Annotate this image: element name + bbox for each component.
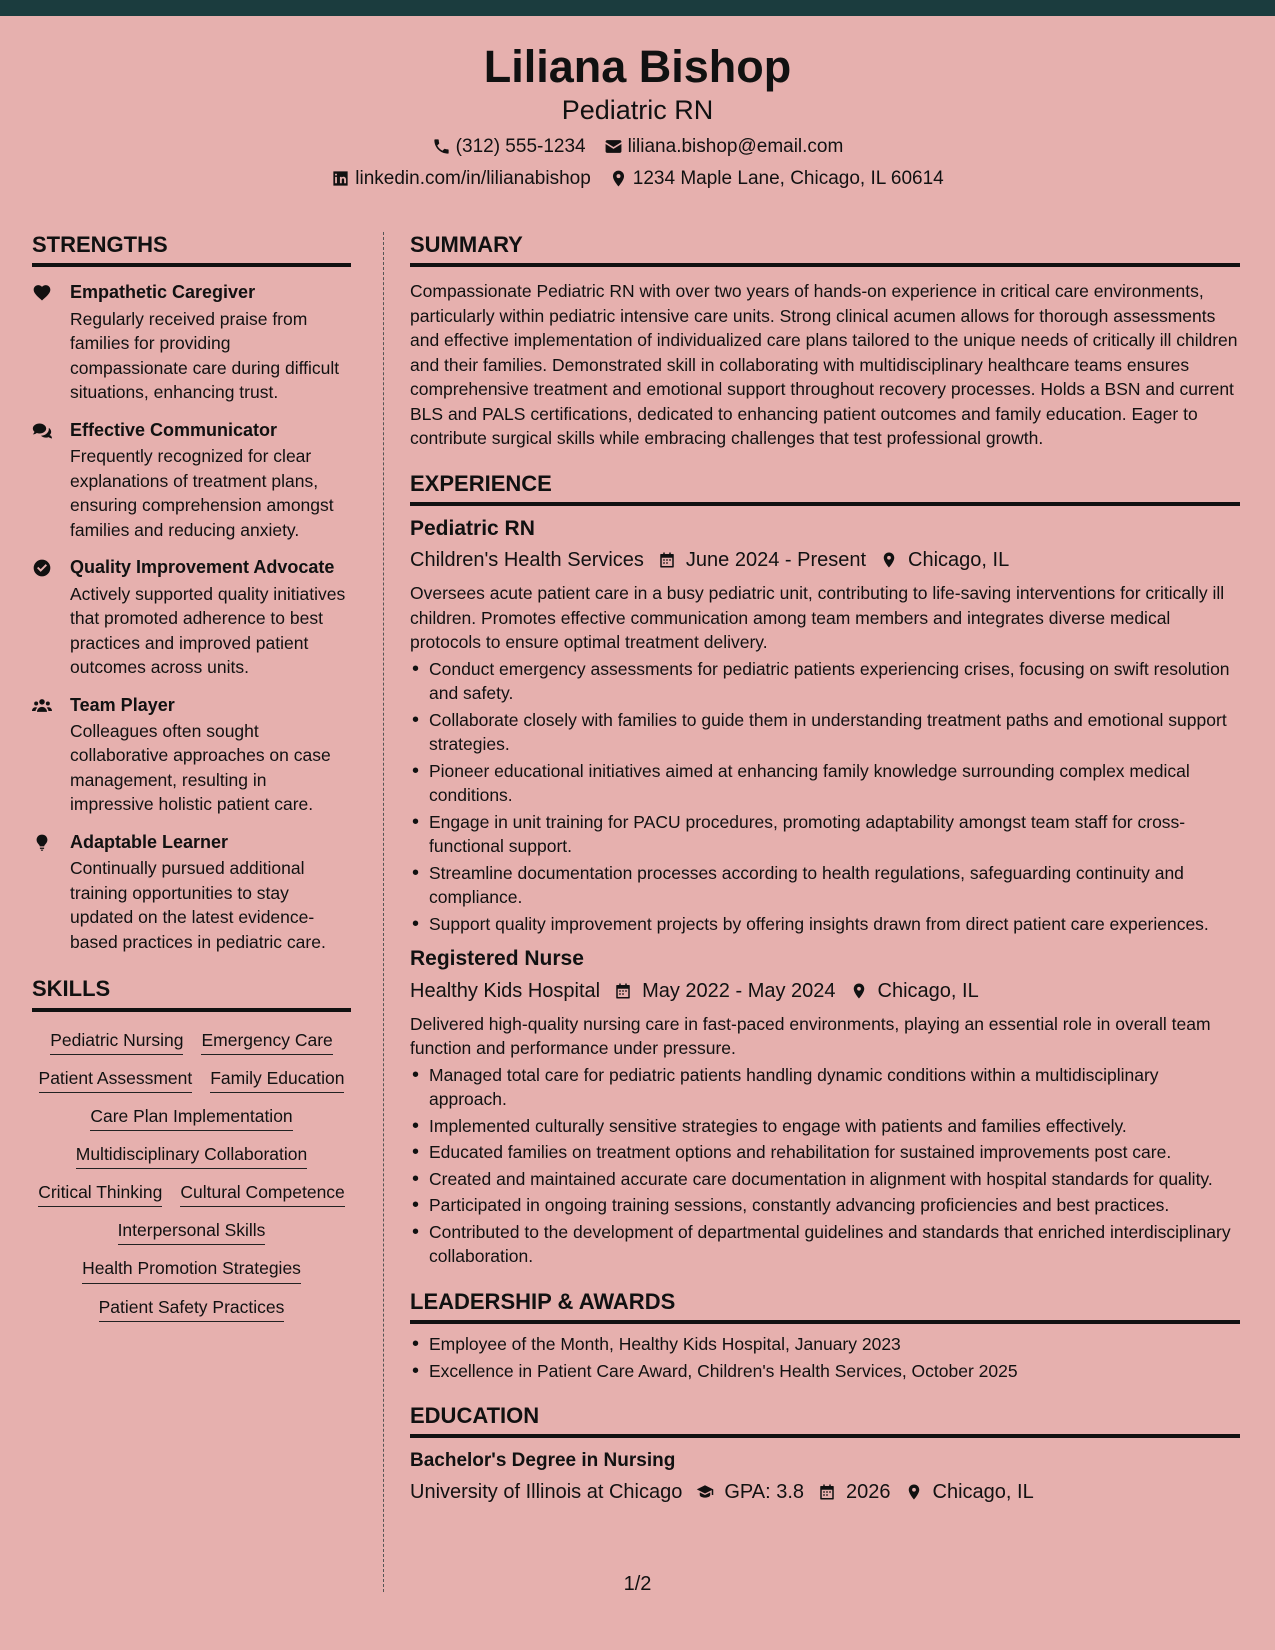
awards-heading: LEADERSHIP & AWARDS xyxy=(410,1289,1240,1324)
education-degree: Bachelor's Degree in Nursing xyxy=(410,1450,676,1472)
map-pin-icon xyxy=(609,169,628,188)
job-bullets xyxy=(410,657,1240,937)
strength-title: Empathetic Caregiver xyxy=(70,282,256,303)
map-pin-icon xyxy=(905,1483,923,1501)
education-meta xyxy=(410,1480,1240,1504)
summary-heading: SUMMARY xyxy=(410,232,1240,267)
job-description: Oversees acute patient care in a busy pediatric unit, contributing to life-saving interventions for critically ill children. Promotes effective communication among team members and integrates diverse medical protocols to ensure optimal treatment delivery. xyxy=(410,583,1225,653)
linkedin-text[interactable]: linkedin.com/in/lilianabishop xyxy=(355,168,591,189)
list-item: • Implemented culturally sensitive strategies to engage with patients and families effectively. xyxy=(410,1114,1240,1139)
job-company: Children's Health Services xyxy=(410,549,644,572)
education-location: Chicago, IL xyxy=(932,1481,1034,1504)
column-divider xyxy=(383,232,384,1592)
list-item: • Employee of the Month, Healthy Kids Hospital, January 2023 xyxy=(410,1332,1240,1357)
strengths-heading: STRENGTHS xyxy=(32,232,351,267)
contact-row-2 xyxy=(0,169,1275,188)
phone-icon xyxy=(432,137,451,156)
job-description: Delivered high-quality nursing care in fast-paced environments, playing an essential role in overall team function and performance under pressure. xyxy=(410,1013,1211,1059)
education-gpa: GPA: 3.8 xyxy=(724,1481,805,1504)
strength-item xyxy=(32,831,351,954)
list-item: • Contributed to the development of departmental guidelines and standards that enriched interdisciplinary collaboration. xyxy=(410,1220,1240,1269)
check-circle-icon xyxy=(32,558,52,578)
linkedin-icon xyxy=(331,169,350,188)
comments-icon xyxy=(32,421,52,441)
phone-text: (312) 555-1234 xyxy=(455,136,586,157)
strength-title: Adaptable Learner xyxy=(70,831,229,852)
skills-heading: SKILLS xyxy=(32,976,351,1011)
list-item: • Collaborate closely with families to guide them in understanding treatment paths and emotional support strategies. xyxy=(410,708,1240,757)
skill-tag: Family Education xyxy=(210,1068,344,1093)
job-location: Chicago, IL xyxy=(877,979,979,1002)
strength-title: Effective Communicator xyxy=(70,419,278,440)
contact-row-1 xyxy=(0,137,1275,156)
strengths-list xyxy=(32,281,351,954)
candidate-name: Liliana Bishop xyxy=(483,41,792,92)
strength-desc: Continually pursued additional training opportunities to stay updated on the latest evidence-based practices in pediatric care. xyxy=(70,858,326,952)
job-title: Registered Nurse xyxy=(410,947,584,971)
skill-tag: Critical Thinking xyxy=(38,1182,162,1207)
education-heading: EDUCATION xyxy=(410,1403,1240,1438)
candidate-title: Pediatric RN xyxy=(561,95,714,125)
contact-email[interactable] xyxy=(604,137,844,156)
graduation-cap-icon xyxy=(696,1483,714,1501)
job-title: Pediatric RN xyxy=(410,517,535,541)
skills-list xyxy=(32,1030,351,1322)
skill-tag: Emergency Care xyxy=(201,1030,332,1055)
list-item: • Conduct emergency assessments for pediatric patients experiencing crises, focusing on swift resolution and safety. xyxy=(410,657,1240,706)
education-year: 2026 xyxy=(846,1481,891,1504)
envelope-icon xyxy=(604,137,623,156)
strength-desc: Colleagues often sought collaborative approaches on case management, resulting in impressive holistic patient care. xyxy=(70,720,331,815)
job-dates: May 2022 - May 2024 xyxy=(642,979,836,1002)
contact-linkedin[interactable] xyxy=(331,169,591,188)
strength-title: Quality Improvement Advocate xyxy=(70,557,335,578)
job-meta xyxy=(410,979,1240,1003)
lightbulb-icon xyxy=(32,833,52,853)
skill-tag: Patient Safety Practices xyxy=(99,1297,285,1322)
skill-tag: Cultural Competence xyxy=(180,1182,344,1207)
job-entry xyxy=(410,946,1240,1268)
job-bullets xyxy=(410,1063,1240,1269)
calendar-icon xyxy=(658,551,676,569)
address-text: 1234 Maple Lane, Chicago, IL 60614 xyxy=(632,168,944,189)
skill-tag: Care Plan Implementation xyxy=(90,1106,292,1131)
list-item: • Support quality improvement projects by offering insights drawn from direct patient care experiences. xyxy=(410,912,1240,937)
calendar-icon xyxy=(614,982,632,1000)
job-company: Healthy Kids Hospital xyxy=(410,979,601,1002)
skill-tag: Pediatric Nursing xyxy=(50,1030,183,1055)
strength-desc: Regularly received praise from families for providing compassionate care during difficult situations, enhancing trust. xyxy=(70,308,340,403)
experience-heading: EXPERIENCE xyxy=(410,471,1240,506)
map-pin-icon xyxy=(880,551,898,569)
job-entry xyxy=(410,516,1240,936)
page-number: 1/2 xyxy=(623,1573,652,1595)
contact-phone xyxy=(432,137,586,156)
users-icon xyxy=(32,696,52,716)
top-accent-bar xyxy=(0,0,1275,16)
map-pin-icon xyxy=(850,982,868,1000)
skill-tag: Interpersonal Skills xyxy=(118,1220,266,1245)
left-column xyxy=(32,232,351,1322)
list-item: • Excellence in Patient Care Award, Children's Health Services, October 2025 xyxy=(410,1359,1240,1384)
strength-item xyxy=(32,694,351,817)
list-item: • Created and maintained accurate care documentation in alignment with hospital standards for quality. xyxy=(410,1167,1240,1192)
strength-item xyxy=(32,281,351,404)
strength-title: Team Player xyxy=(70,694,175,715)
resume-header xyxy=(0,16,1275,204)
list-item: • Engage in unit training for PACU procedures, promoting adaptability amongst team staff for cross-functional support. xyxy=(410,810,1240,859)
job-location: Chicago, IL xyxy=(908,549,1010,572)
strength-item xyxy=(32,556,351,679)
right-column xyxy=(410,232,1240,1504)
list-item: • Educated families on treatment options and rehabilitation for sustained improvements post care. xyxy=(410,1140,1240,1165)
job-dates: June 2024 - Present xyxy=(685,549,867,572)
list-item: • Managed total care for pediatric patients handling dynamic conditions within a multidisciplinary approach. xyxy=(410,1063,1240,1112)
calendar-icon xyxy=(818,1483,836,1501)
awards-list xyxy=(410,1332,1240,1383)
list-item: • Participated in ongoing training sessions, constantly advancing proficiencies and best practices. xyxy=(410,1193,1240,1218)
heart-icon xyxy=(32,283,52,303)
list-item: • Streamline documentation processes according to health regulations, safeguarding continuity and compliance. xyxy=(410,861,1240,910)
email-text[interactable]: liliana.bishop@email.com xyxy=(627,136,844,157)
contact-address xyxy=(609,169,944,188)
skill-tag: Multidisciplinary Collaboration xyxy=(76,1144,308,1169)
strength-desc: Actively supported quality initiatives that promoted adherence to best practices and improved patient outcomes across units. xyxy=(70,583,346,678)
job-meta xyxy=(410,548,1240,572)
skill-tag: Patient Assessment xyxy=(39,1068,193,1093)
skill-tag: Health Promotion Strategies xyxy=(82,1258,301,1283)
strength-desc: Frequently recognized for clear explanations of treatment plans, ensuring comprehension amongst families and reducing anxiety. xyxy=(70,446,334,540)
list-item: • Pioneer educational initiatives aimed at enhancing family knowledge surrounding complex medical conditions. xyxy=(410,759,1240,808)
strength-item xyxy=(32,419,351,542)
education-school: University of Illinois at Chicago xyxy=(410,1481,683,1504)
summary-text: Compassionate Pediatric RN with over two years of hands-on experience in critical care environments, particularly within pediatric intensive care units. Strong clinical acumen allows for thorough assessments and effective implementation of individualized care plans tailored to the unique needs of critically ill children and their families. Demonstrated skill in collaborating with multidisciplinary healthcare teams ensures comprehensive treatment and emotional support throughout recovery processes. Holds a BSN and current BLS and PALS certifications, dedicated to enhancing patient outcomes and family education. Eager to contribute surgical skills while embracing challenges that test professional growth. xyxy=(410,281,1238,449)
